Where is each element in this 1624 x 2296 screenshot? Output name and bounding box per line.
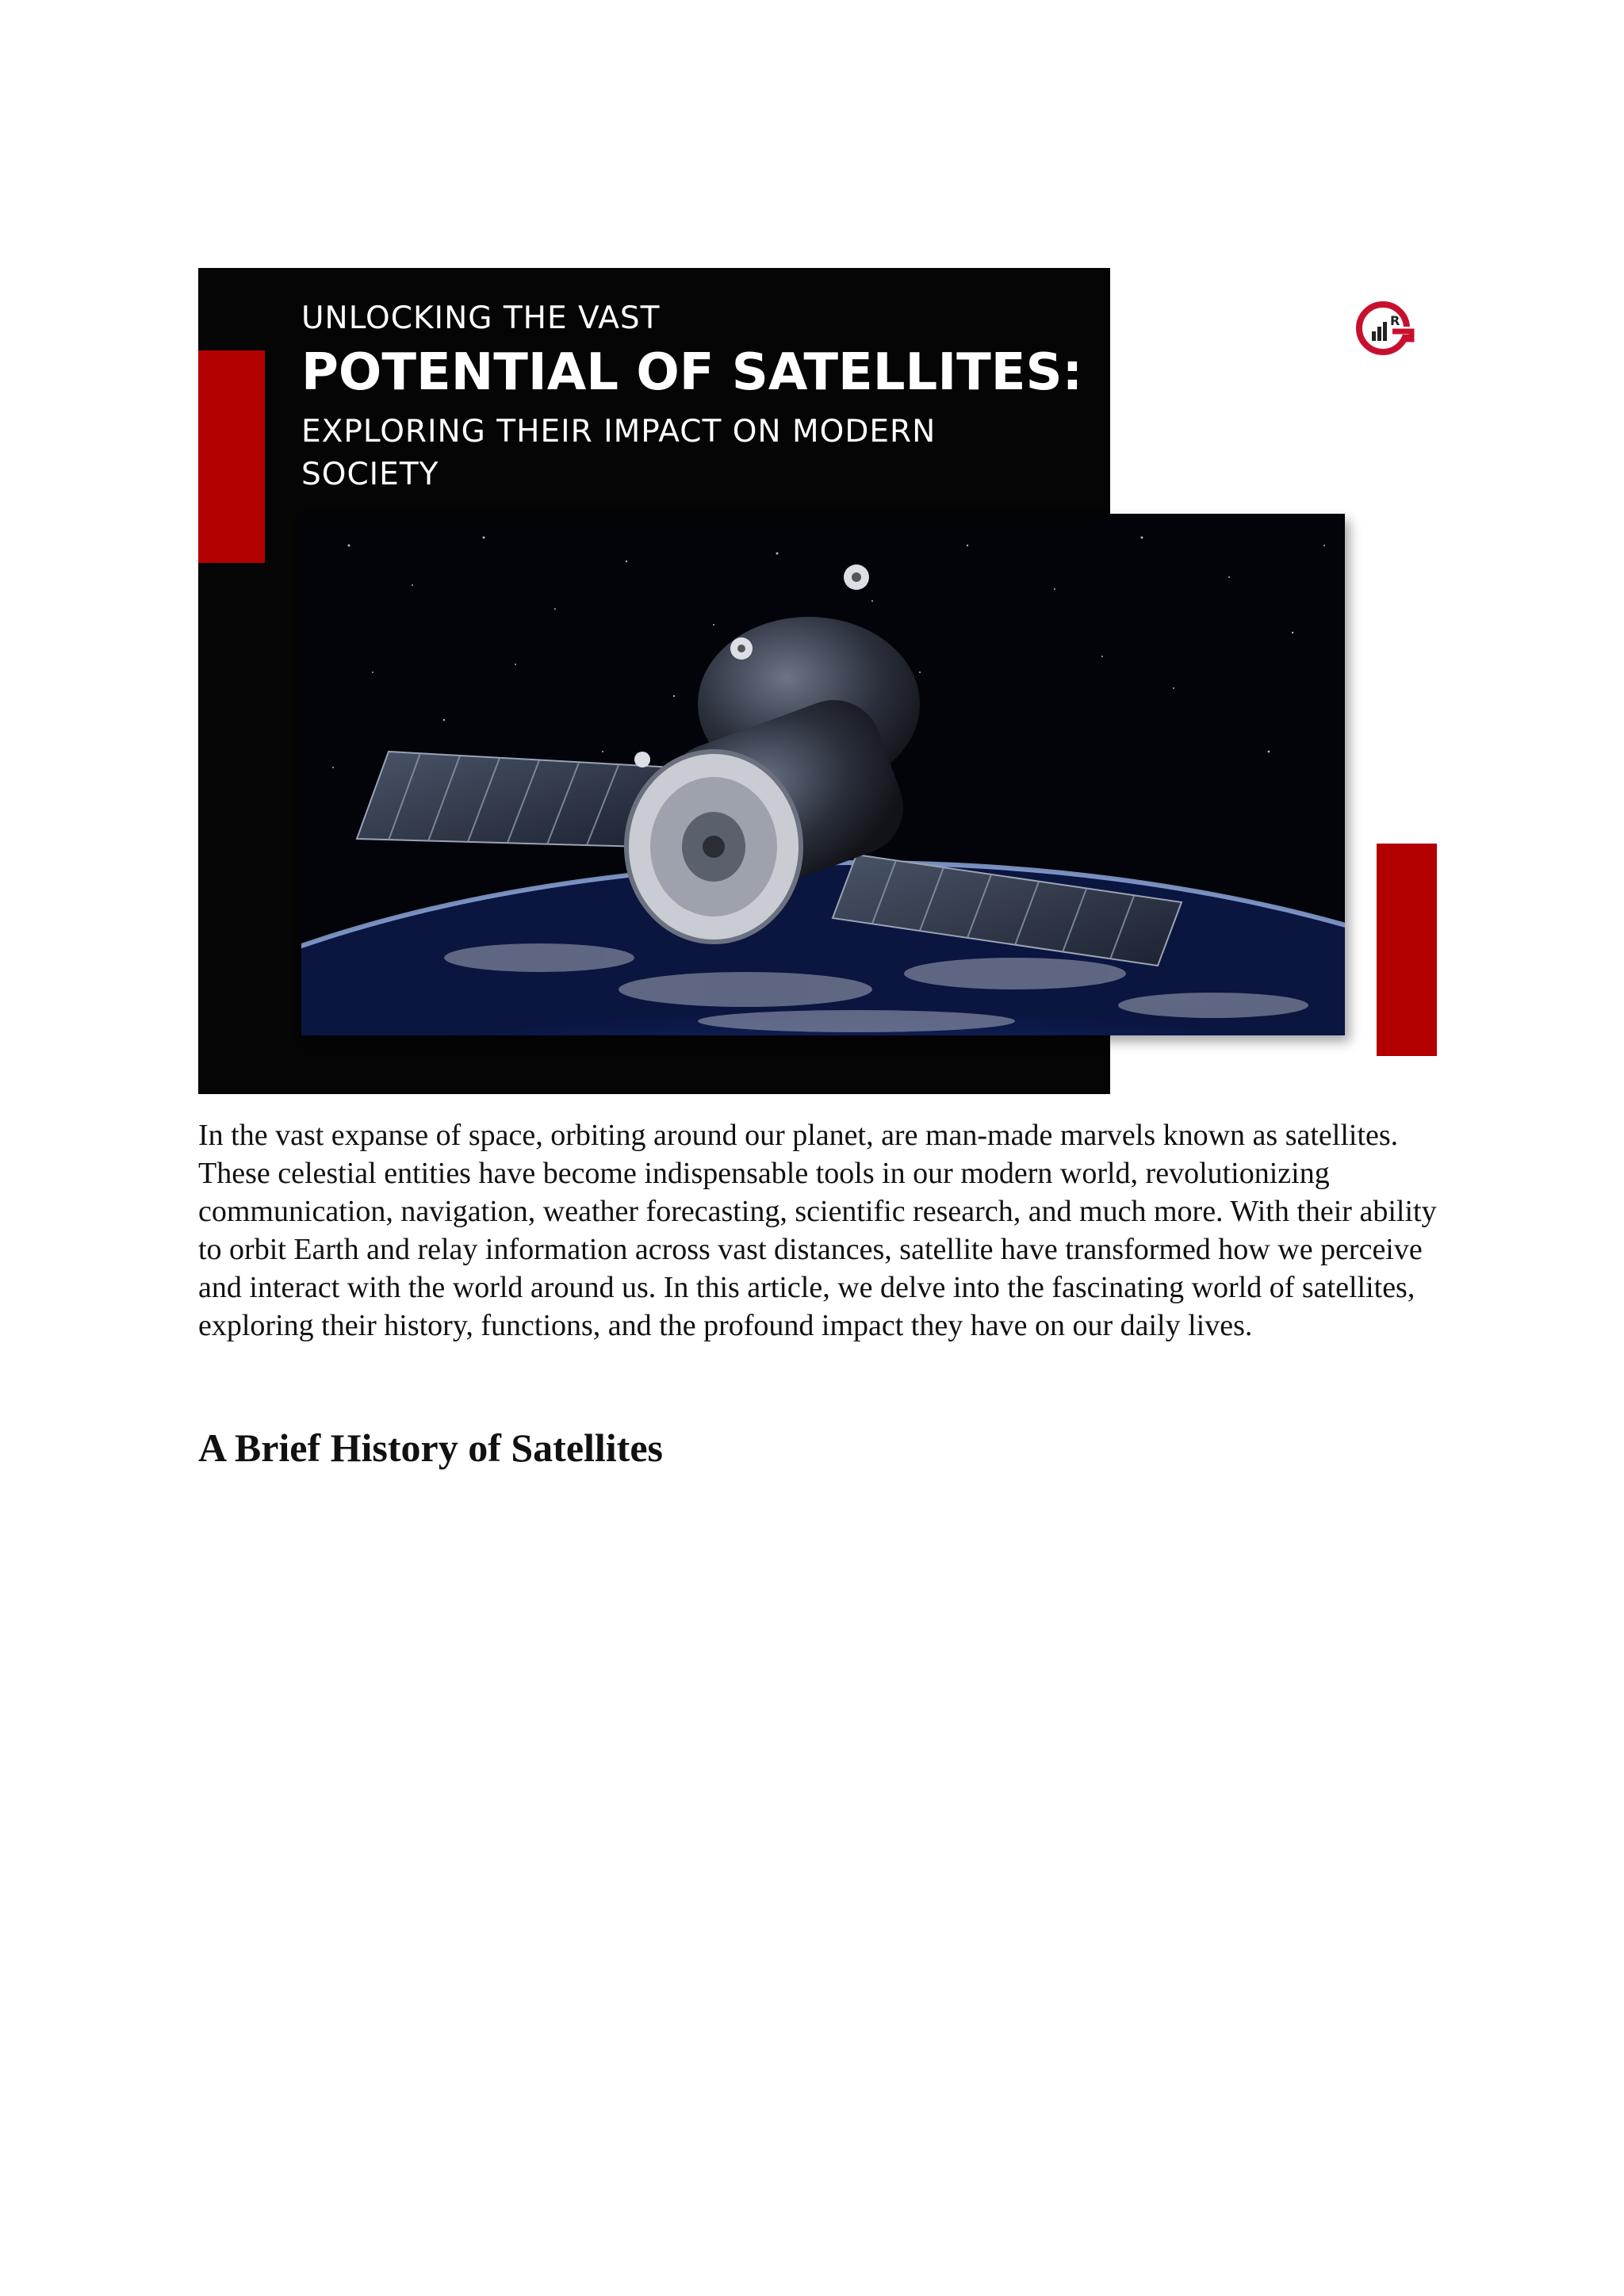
banner-headline: [301, 297, 1110, 496]
svg-text:R: R: [1390, 313, 1400, 328]
accent-bar-right: [1377, 844, 1437, 1056]
headline-line-3: EXPLORING THEIR IMPACT ON MODERN SOCIETY: [301, 414, 936, 492]
satellite-photo: [301, 514, 1345, 1035]
headline-line-2: POTENTIAL OF SATELLITES:: [301, 343, 1083, 402]
section-heading: A Brief History of Satellites: [198, 1425, 663, 1470]
brand-logo: [1353, 297, 1416, 360]
intro-paragraph: In the vast expanse of space, orbiting around our planet, are man-made marvels known as satellites. These celestial entities have become indispensable tools in our modern world, revolutionizing communication, navigation, weather forecasting, scientific research, and much more. With their ability to orbit Earth and relay information across vast distances, satellite have transformed how we perceive and interact with the world around us. In this article, we delve into the fascinating world of satellites, exploring their history, functions, and the profound impact they have on our daily lives.: [198, 1119, 1437, 1342]
headline-line-1: UNLOCKING THE VAST: [301, 300, 661, 336]
hero-banner: [198, 268, 1445, 1094]
accent-bar-left: [198, 350, 265, 563]
